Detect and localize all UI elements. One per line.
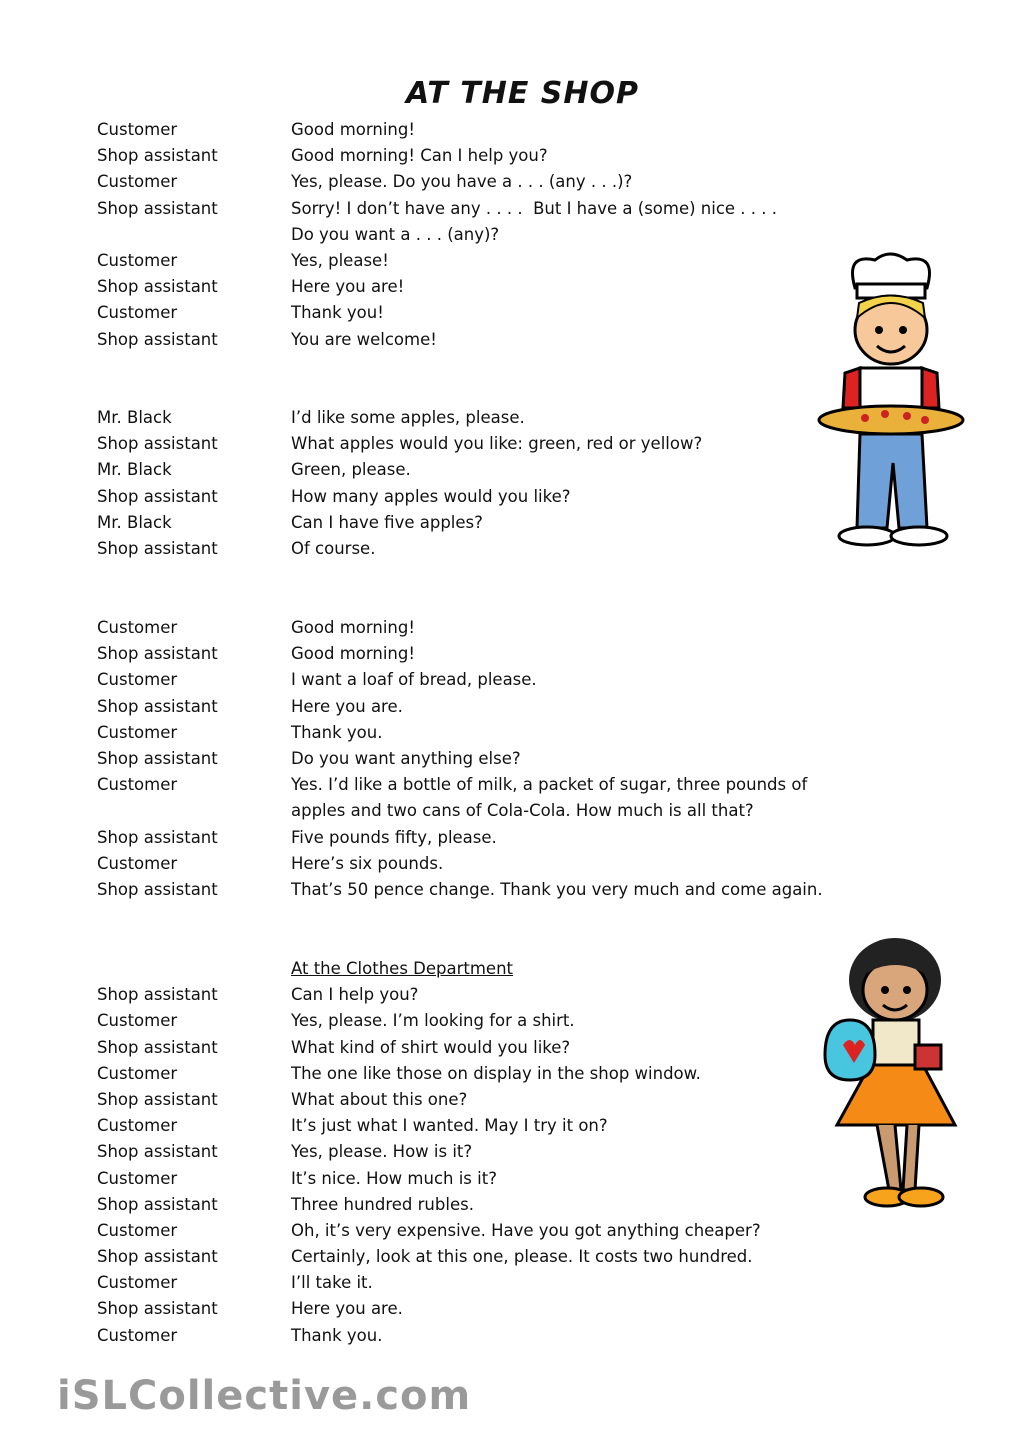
dialogue-line bbox=[97, 222, 917, 248]
line-text: Yes. I’d like a bottle of milk, a packet of sugar, three pounds of bbox=[291, 775, 808, 795]
dialogue-line bbox=[97, 1061, 917, 1087]
dialogue-line bbox=[97, 431, 917, 457]
speaker-name: Shop assistant bbox=[97, 985, 218, 1005]
speaker-name bbox=[97, 798, 291, 824]
speaker-name: Shop assistant bbox=[97, 748, 218, 768]
dialogue-line bbox=[97, 143, 917, 169]
speaker-name: Customer bbox=[97, 1116, 178, 1136]
speaker-name: Customer bbox=[97, 722, 178, 742]
speaker-name: Customer bbox=[97, 1273, 178, 1293]
dialogue-1 bbox=[97, 117, 917, 353]
dialogue-3 bbox=[97, 615, 917, 903]
speaker-name: Mr. Black bbox=[97, 408, 172, 427]
speaker-name: Shop assistant bbox=[97, 329, 218, 349]
line-text: Green, please. bbox=[291, 460, 411, 480]
line-text: It’s just what I wanted. May I try it on? bbox=[291, 1116, 608, 1136]
dialogue-line bbox=[97, 1192, 917, 1218]
speaker-name: Customer bbox=[97, 1220, 178, 1240]
speaker-name: Customer bbox=[97, 1325, 178, 1345]
dialogue-line bbox=[97, 1296, 917, 1322]
speaker-name: Shop assistant bbox=[97, 486, 218, 506]
line-text: Here’s six pounds. bbox=[291, 853, 444, 873]
dialogue-line bbox=[97, 982, 917, 1008]
section-heading: At the Clothes Department bbox=[291, 959, 514, 978]
page-title: AT THE SHOP bbox=[406, 76, 639, 111]
speaker-name: Shop assistant bbox=[97, 146, 218, 166]
speaker-name: Customer bbox=[97, 303, 178, 323]
line-text: Can I have five apples? bbox=[291, 512, 483, 532]
speaker-name: Shop assistant bbox=[97, 1142, 218, 1162]
speaker-name: Customer bbox=[97, 172, 178, 192]
dialogue-line bbox=[97, 1008, 917, 1034]
line-text: Yes, please. Do you have a . . . (any . . .)? bbox=[291, 172, 633, 192]
dialogue-line bbox=[97, 798, 917, 824]
speaker-name: Shop assistant bbox=[97, 696, 218, 716]
dialogue-line bbox=[97, 694, 917, 720]
dialogue-line bbox=[97, 877, 917, 903]
dialogue-line bbox=[97, 1323, 917, 1349]
line-text: Five pounds fifty, please. bbox=[291, 827, 497, 847]
speaker-name: Customer bbox=[97, 618, 178, 637]
dialogue-line bbox=[97, 169, 917, 195]
dialogue-line bbox=[97, 851, 917, 877]
speaker-name: Shop assistant bbox=[97, 827, 218, 847]
line-text: Yes, please! bbox=[291, 250, 389, 270]
line-text: I’d like some apples, please. bbox=[291, 408, 525, 427]
speaker-name: Customer bbox=[97, 775, 178, 795]
speaker-name: Customer bbox=[97, 120, 178, 139]
girl-with-teapot-illustration bbox=[815, 935, 965, 1215]
dialogue-line bbox=[97, 274, 917, 300]
line-text: It’s nice. How much is it? bbox=[291, 1168, 497, 1188]
speaker-name: Customer bbox=[97, 1011, 178, 1031]
line-text: Can I help you? bbox=[291, 985, 419, 1005]
line-text: Do you want a . . . (any)? bbox=[291, 224, 500, 244]
line-text: apples and two cans of Cola-Cola. How much is all that? bbox=[291, 801, 754, 821]
line-text: Good morning! bbox=[291, 644, 415, 664]
speaker-name: Shop assistant bbox=[97, 644, 218, 664]
speaker-name: Shop assistant bbox=[97, 538, 218, 558]
speaker-name: Shop assistant bbox=[97, 198, 218, 218]
line-text: What apples would you like: green, red or yellow? bbox=[291, 434, 703, 454]
speaker-name: Customer bbox=[97, 670, 178, 690]
line-text: Oh, it’s very expensive. Have you got anything cheaper? bbox=[291, 1220, 761, 1240]
dialogue-line bbox=[97, 746, 917, 772]
line-text: Sorry! I don’t have any . . . . But I have a (some) nice . . . . bbox=[291, 198, 778, 218]
line-text: Yes, please. I’m looking for a shirt. bbox=[291, 1011, 575, 1031]
line-text: Of course. bbox=[291, 538, 376, 558]
dialogue-4 bbox=[97, 956, 917, 1349]
dialogue-line bbox=[97, 825, 917, 851]
line-text: Thank you! bbox=[291, 303, 384, 323]
dialogue-line bbox=[97, 117, 917, 143]
speaker-name: Shop assistant bbox=[97, 1299, 218, 1319]
dialogue-line bbox=[97, 1139, 917, 1165]
dialogue-line bbox=[97, 1035, 917, 1061]
speaker-name: Customer bbox=[97, 1063, 178, 1083]
dialogue-line bbox=[97, 1244, 917, 1270]
line-text: Three hundred rubles. bbox=[291, 1194, 474, 1214]
watermark: iSLCollective.com bbox=[57, 1373, 472, 1419]
line-text: Good morning! bbox=[291, 120, 415, 139]
dialogue-line bbox=[97, 457, 917, 483]
dialogue-line bbox=[97, 667, 917, 693]
speaker-name: Shop assistant bbox=[97, 879, 218, 899]
dialogue-2 bbox=[97, 405, 917, 562]
dialogue-line bbox=[97, 1270, 917, 1296]
line-text: The one like those on display in the shop window. bbox=[291, 1063, 701, 1083]
dialogue-line bbox=[97, 484, 917, 510]
speaker-name: Customer bbox=[97, 1168, 178, 1188]
line-text: Good morning! bbox=[291, 618, 415, 637]
dialogue-line bbox=[97, 772, 917, 798]
dialogue-line bbox=[97, 248, 917, 274]
dialogue-line bbox=[97, 641, 917, 667]
dialogue-line bbox=[97, 327, 917, 353]
dialogue-line bbox=[97, 405, 917, 431]
line-text: Certainly, look at this one, please. It costs two hundred. bbox=[291, 1247, 753, 1267]
line-text: You are welcome! bbox=[291, 329, 437, 349]
line-text: That’s 50 pence change. Thank you very much and come again. bbox=[291, 879, 823, 899]
dialogue-line bbox=[97, 720, 917, 746]
line-text: What kind of shirt would you like? bbox=[291, 1037, 571, 1057]
speaker-name: Mr. Black bbox=[97, 460, 172, 480]
line-text: Here you are. bbox=[291, 1299, 403, 1319]
dialogue-line bbox=[97, 1087, 917, 1113]
speaker-name bbox=[97, 222, 291, 248]
line-text: Good morning! Can I help you? bbox=[291, 146, 548, 166]
speaker-name: Shop assistant bbox=[97, 1247, 218, 1267]
speaker-name: Shop assistant bbox=[97, 1194, 218, 1214]
dialogue-line bbox=[97, 196, 917, 222]
line-text: I’ll take it. bbox=[291, 1273, 373, 1293]
speaker-name: Customer bbox=[97, 853, 178, 873]
line-text: Thank you. bbox=[291, 722, 383, 742]
line-text: Here you are! bbox=[291, 277, 405, 297]
dialogue-line bbox=[97, 300, 917, 326]
speaker-name: Shop assistant bbox=[97, 1089, 218, 1109]
speaker-name: Shop assistant bbox=[97, 434, 218, 454]
speaker-name: Mr. Black bbox=[97, 512, 172, 532]
line-text: Yes, please. How is it? bbox=[291, 1142, 473, 1162]
speaker-name: Customer bbox=[97, 250, 178, 270]
line-text: Do you want anything else? bbox=[291, 748, 521, 768]
dialogue-line bbox=[97, 510, 917, 536]
dialogue-line bbox=[97, 615, 917, 641]
speaker-name: Shop assistant bbox=[97, 1037, 218, 1057]
line-text: I want a loaf of bread, please. bbox=[291, 670, 537, 690]
dialogue-line bbox=[97, 1113, 917, 1139]
line-text: Thank you. bbox=[291, 1325, 383, 1345]
line-text: What about this one? bbox=[291, 1089, 468, 1109]
dialogue-line bbox=[97, 1218, 917, 1244]
line-text: How many apples would you like? bbox=[291, 486, 571, 506]
line-text: Here you are. bbox=[291, 696, 403, 716]
speaker-name: Shop assistant bbox=[97, 277, 218, 297]
dialogue-line bbox=[97, 536, 917, 562]
chef-boy-illustration bbox=[815, 248, 965, 548]
dialogue-line bbox=[97, 1166, 917, 1192]
